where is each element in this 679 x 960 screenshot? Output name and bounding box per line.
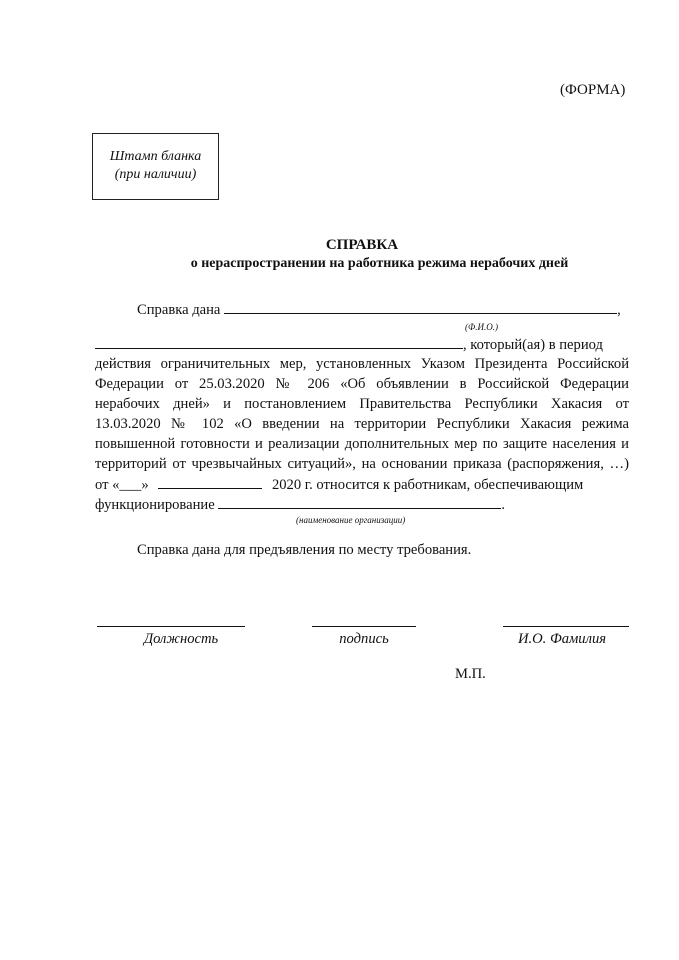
- fio-blank: [224, 301, 617, 314]
- document-subtitle: о нераспространении на работника режима нерабочих дней: [190, 256, 569, 271]
- stamp-box: [92, 133, 219, 200]
- body-line-6: 13.03.2020 № 102 «О введении на территории Республики Хакасия режима: [95, 416, 629, 432]
- name-line: [503, 626, 629, 627]
- position-line: [97, 626, 245, 627]
- body-line-3: действия ограничительных мер, установленных Указом Президента Российской: [95, 356, 629, 372]
- line9-text: 2020 г. относится к работникам, обеспечивающим: [271, 477, 584, 493]
- position-caption: Должность: [143, 631, 219, 647]
- body-line-1: [137, 301, 621, 319]
- body-line-8: территорий от чрезвычайных ситуаций», на основании приказа (распоряжения, …): [95, 456, 629, 472]
- organization-caption: (наименование организации): [296, 515, 406, 525]
- functioning-label: функционирование: [95, 497, 215, 513]
- line2-text: , который(ая) в период: [463, 337, 603, 353]
- body-line-7: повышенной готовности и реализации дополнительных мер по защите населения и: [95, 436, 629, 452]
- stamp-line-1: Штамп бланка: [109, 149, 202, 164]
- body-line-5: нерабочих дней» и постановлением Правительства Республики Хакасия от: [95, 396, 629, 412]
- body-line-4: Федерации от 25.03.2020 № 206 «Об объявлении в Российской Федерации: [95, 376, 629, 392]
- closing-text: Справка дана для предъявления по месту требования.: [137, 542, 472, 558]
- line10-period: .: [501, 497, 506, 513]
- organization-blank: [218, 496, 501, 509]
- fio-caption: (Ф.И.О.): [465, 322, 498, 332]
- issued-to-label: Справка дана: [137, 302, 221, 318]
- body-line-9: [95, 476, 583, 494]
- document-title: СПРАВКА: [325, 237, 399, 253]
- stamp-line-2: (при наличии): [114, 167, 197, 182]
- fio-continuation-blank: [95, 336, 463, 349]
- seal-label: М.П.: [455, 666, 486, 682]
- date-month-blank: [158, 476, 262, 489]
- line1-comma: ,: [617, 302, 621, 318]
- body-line-2: [95, 336, 603, 354]
- date-day-field: от «___»: [95, 477, 149, 493]
- signature-caption: подпись: [339, 631, 389, 647]
- signature-line: [312, 626, 416, 627]
- name-caption: И.О. Фамилия: [517, 631, 607, 647]
- form-label: (ФОРМА): [560, 82, 626, 98]
- body-line-10: [95, 496, 505, 514]
